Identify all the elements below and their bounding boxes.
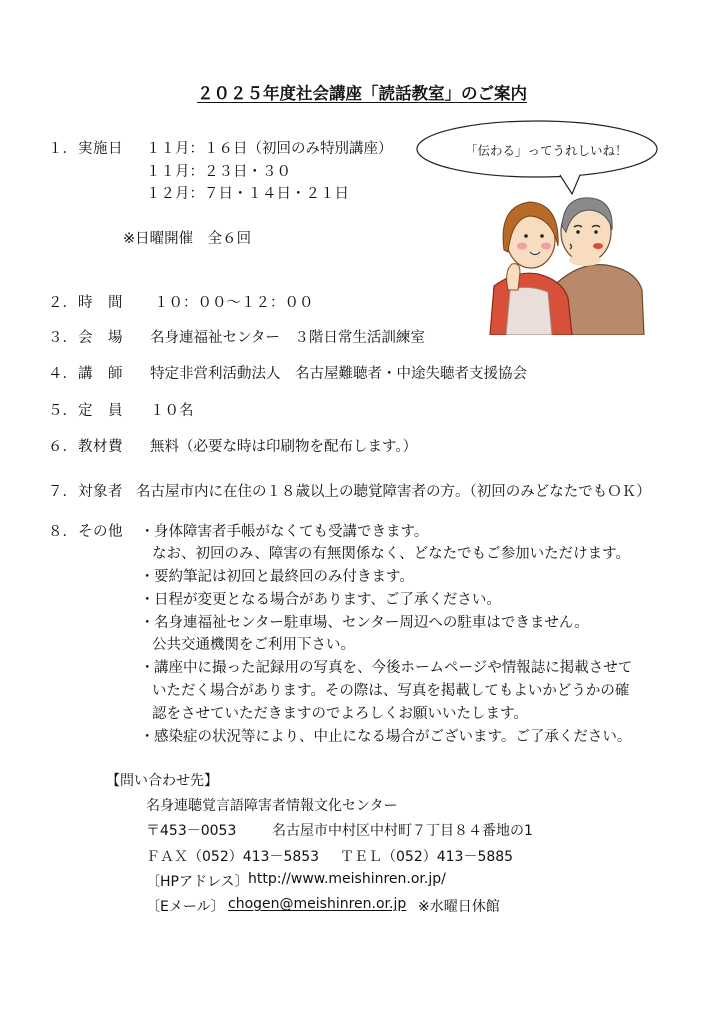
- section-1-number: １．: [48, 141, 77, 157]
- section-5-label: 定 員: [78, 403, 123, 419]
- note-4-line-1: 名身連福祉センター駐車場、センター周辺への駐車はできません。: [154, 615, 589, 631]
- contact-email-label: 〔Eメール〕: [146, 899, 225, 915]
- note-3-line-1: 日程が変更となる場合があります、ご了承ください。: [154, 592, 501, 608]
- section-6-label: 教材費: [78, 439, 123, 455]
- section-1-label: 実施日: [78, 141, 123, 157]
- section-5-number: ５．: [48, 403, 77, 419]
- contact-hp-label: 〔HPアドレス〕: [146, 874, 249, 890]
- note-1-line-1: 身体障害者手帳がなくても受講できます。: [154, 524, 429, 540]
- section-8-label: その他: [78, 524, 123, 540]
- note-5-line-3: 認をさせていただきますのでよろしくお願いいたします。: [152, 706, 528, 722]
- section-4-value: 特定非営利活動法人 名古屋難聴者・中途失聴者支援協会: [150, 366, 527, 382]
- section-6-number: ６．: [48, 439, 77, 455]
- section-3-label: 会 場: [78, 330, 123, 346]
- contact-fax: ＦＡＸ（052）413－5853: [146, 849, 320, 865]
- page-title: ２０２５年度社会講座「読話教室」のご案内: [197, 84, 527, 103]
- section-3-number: ３．: [48, 330, 77, 346]
- contact-hp-link[interactable]: http://www.meishinren.or.jp/: [248, 871, 446, 887]
- speech-bubble-text: 「伝わる」ってうれしいね！: [465, 143, 628, 158]
- contact-org: 名身連聴覚言語障害者情報文化センター: [146, 798, 398, 814]
- schedule-note: ※日曜開催 全６回: [123, 231, 252, 247]
- closed-day-note: ※水曜日休館: [418, 899, 500, 915]
- note-2-line-1: 要約筆記は初回と最終回のみ付きます。: [154, 569, 414, 585]
- contact-postal: 〒453－0053: [146, 823, 237, 839]
- woman-figure: [490, 202, 572, 335]
- bullet-1: ・: [140, 524, 155, 540]
- bullet-2: ・: [140, 569, 155, 585]
- note-6-line-1: 感染症の状況等により、中止になる場合がございます。ご了承ください。: [154, 729, 632, 745]
- contact-tel: ＴＥＬ（052）413－5885: [340, 849, 514, 865]
- date-line-1: １１月：１６日（初回のみ特別講座）: [146, 141, 393, 157]
- section-2-number: ２．: [48, 295, 77, 311]
- couple-illustration: [486, 190, 646, 335]
- bullet-4: ・: [140, 615, 155, 631]
- bullet-3: ・: [140, 592, 155, 608]
- bullet-5: ・: [140, 660, 155, 676]
- section-7-label: 対象者: [78, 484, 123, 500]
- contact-heading: 【問い合わせ先】: [106, 773, 218, 789]
- note-5-line-2: いただく場合があります。その際は、写真を掲載してもよいかどうかの確: [152, 683, 630, 699]
- contact-address: 名古屋市中村区中村町７丁目８４番地の1: [272, 823, 533, 839]
- section-3-value: 名身連福祉センター ３階日常生活訓練室: [150, 330, 425, 346]
- section-4-label: 講 師: [78, 366, 123, 382]
- note-4-line-2: 公共交通機関をご利用下さい。: [152, 637, 355, 653]
- section-8-number: ８．: [48, 524, 77, 540]
- section-4-number: ４．: [48, 366, 77, 382]
- date-line-3: １２月：７日・１４日・２１日: [146, 186, 349, 202]
- section-7-value: 名古屋市内に在住の１８歳以上の聴覚障害者の方。（初回のみどなたでもＯＫ）: [136, 484, 651, 500]
- note-1-line-2: なお、初回のみ、障害の有無関係なく、どなたでもご参加いただけます。: [152, 546, 630, 562]
- section-5-value: １０名: [150, 403, 194, 419]
- contact-email-link[interactable]: chogen@meishinren.or.jp: [228, 896, 407, 912]
- section-7-number: ７．: [48, 484, 77, 500]
- section-2-label: 時 間: [78, 295, 123, 311]
- section-6-value: 無料（必要な時は印刷物を配布します。）: [150, 439, 418, 455]
- date-line-2: １１月：２３日・３０: [146, 164, 291, 180]
- section-2-value: １０：００～１２：００: [154, 295, 314, 311]
- bullet-6: ・: [140, 729, 155, 745]
- note-5-line-1: 講座中に撮った記録用の写真を、今後ホームページや情報誌に掲載させて: [154, 660, 633, 676]
